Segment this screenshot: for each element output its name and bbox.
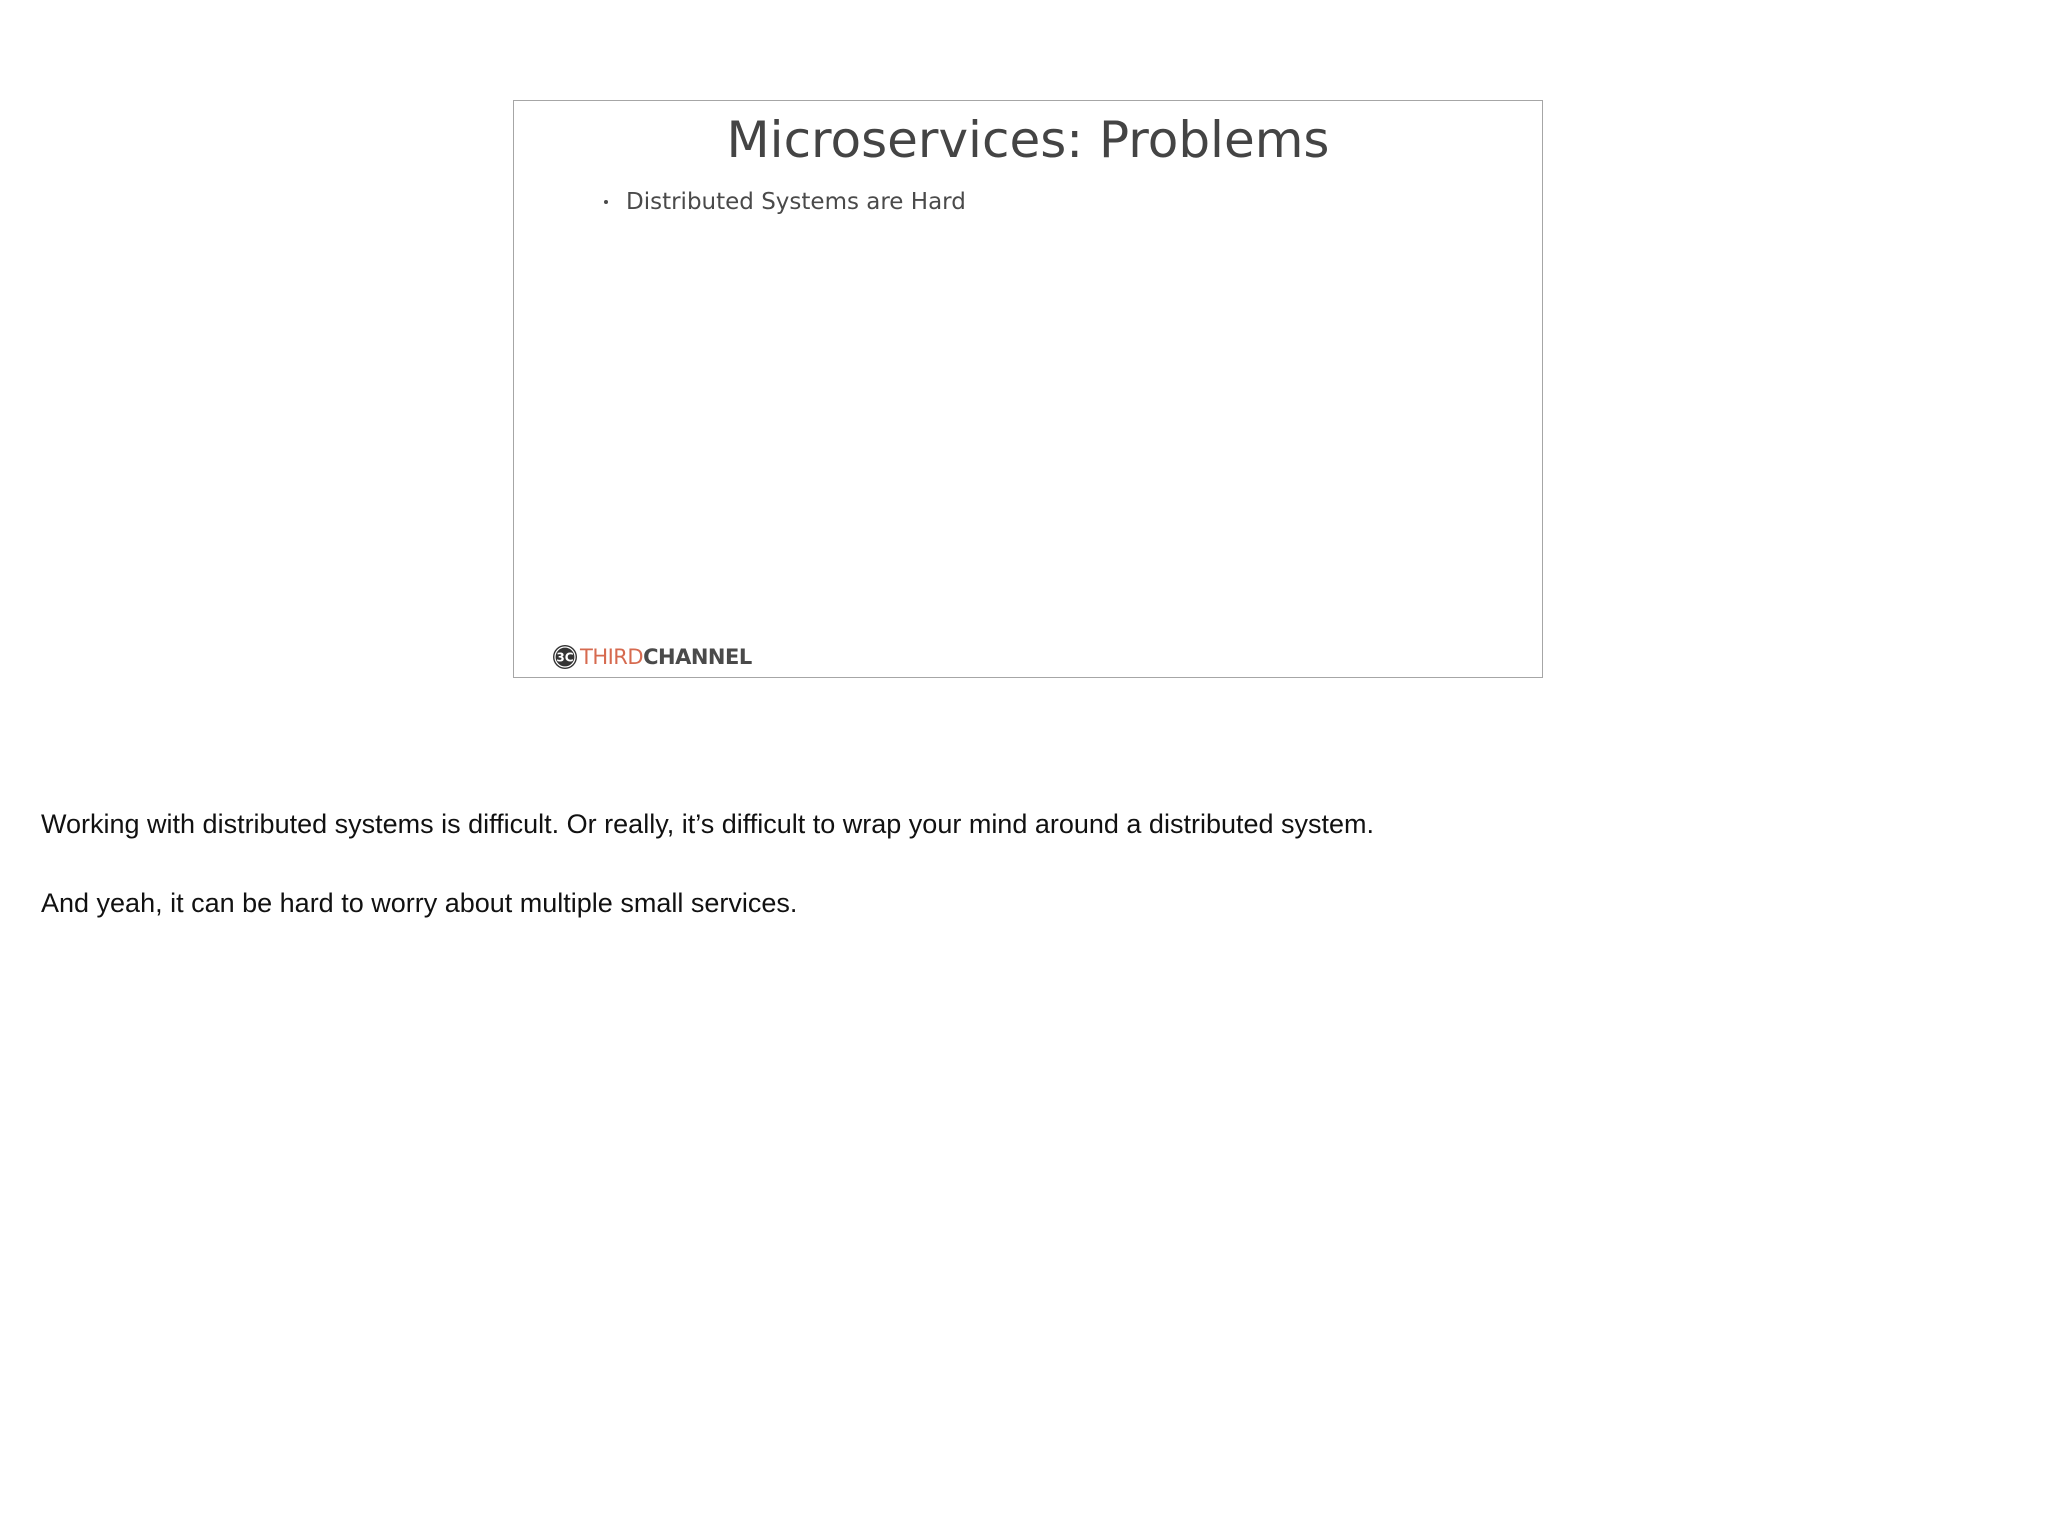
logo-channel: CHANNEL [643, 645, 752, 669]
presenter-notes [41, 805, 2001, 963]
logo-mark-text: 3C [556, 650, 574, 665]
slide-preview [513, 100, 1543, 678]
bullet-text: Distributed Systems are Hard [626, 189, 966, 215]
logo-mark-icon [552, 644, 578, 670]
bullet-dot-icon [604, 200, 608, 204]
notes-paragraph: And yeah, it can be hard to worry about multiple small services. [41, 888, 798, 918]
bullet-list [602, 189, 966, 215]
logo-third: THIRD [580, 645, 644, 669]
notes-paragraph: Working with distributed systems is difficult. Or really, it’s difficult to wrap your mind around a distributed system. [41, 809, 1375, 839]
logo-text [580, 645, 752, 669]
slide-title: Microservices: Problems [726, 111, 1330, 169]
bullet-item [602, 189, 966, 215]
third-channel-logo [552, 642, 752, 672]
